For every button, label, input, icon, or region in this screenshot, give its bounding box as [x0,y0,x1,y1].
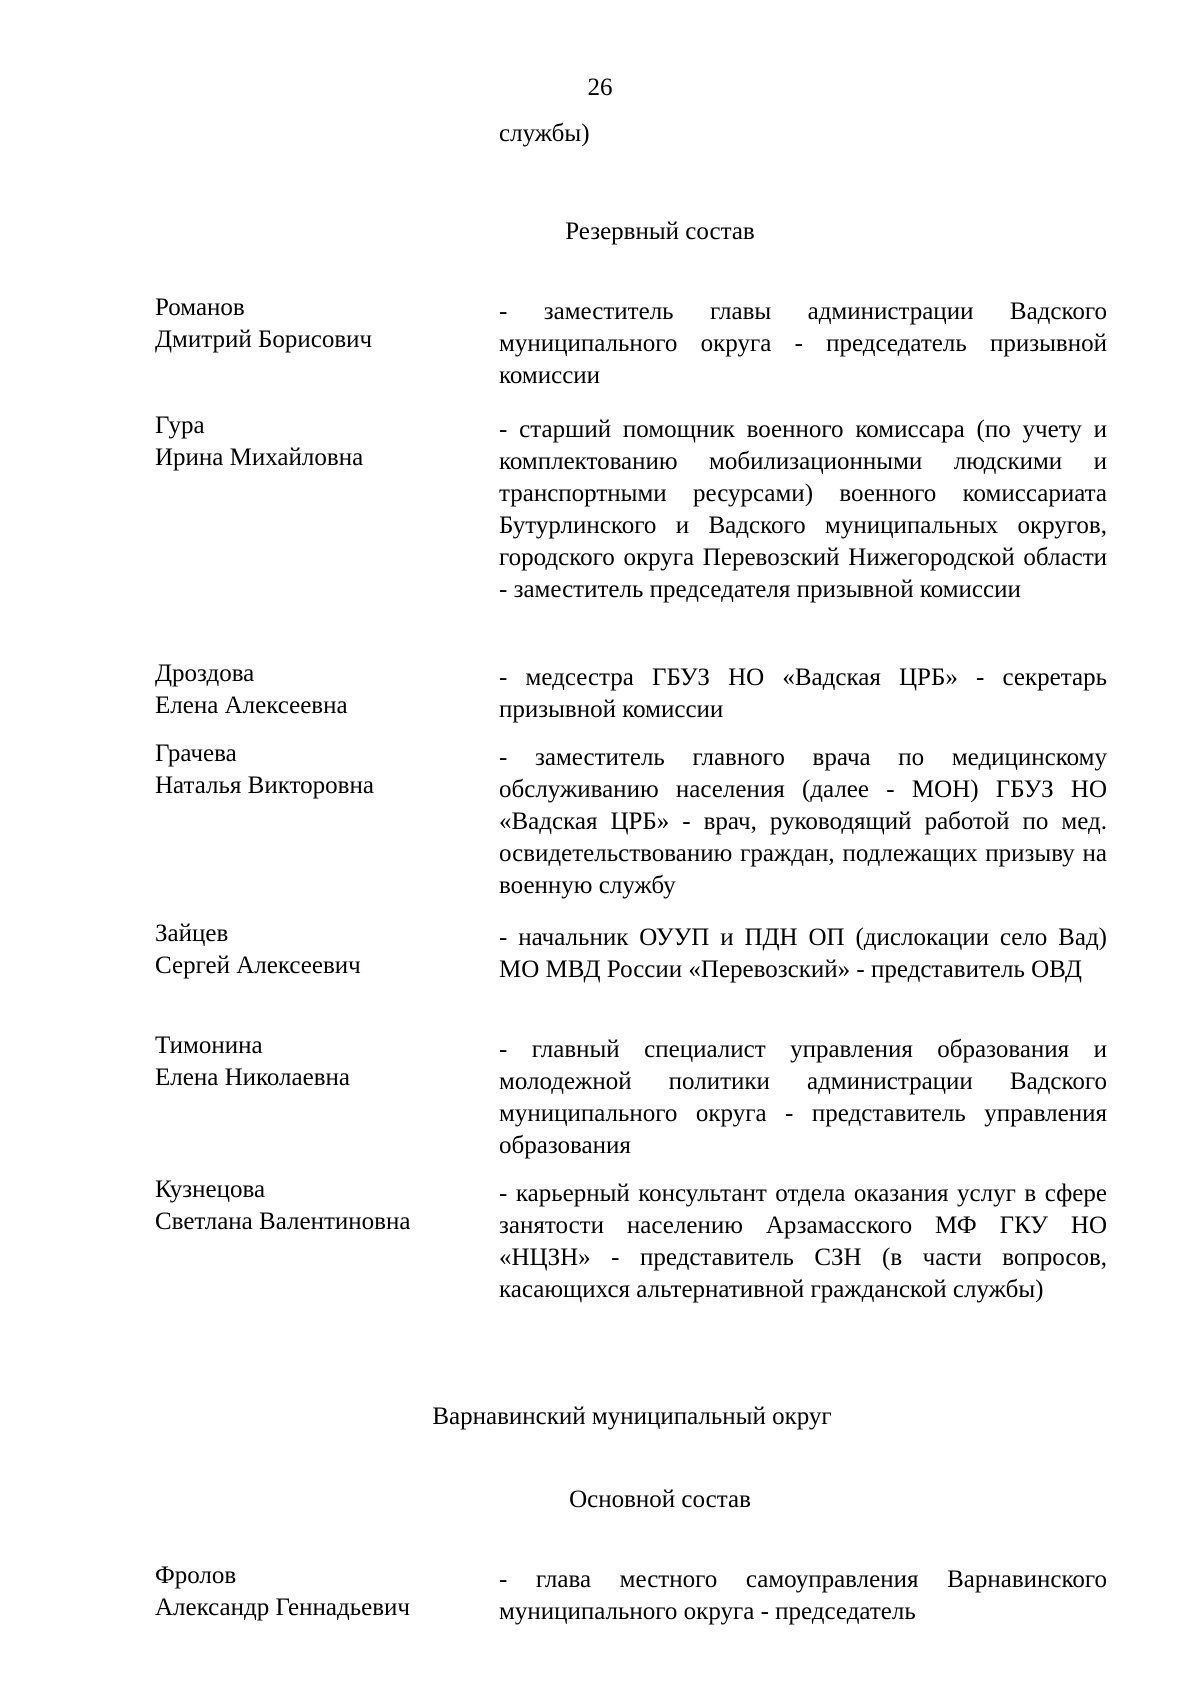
member-surname: Романов [155,294,245,321]
member-role: - глава местного самоуправления Варнавинского муниципального округа - председатель [499,1566,1107,1625]
member-name [155,410,485,474]
member-name [155,1174,485,1238]
member-surname: Тимонина [155,1032,263,1059]
member-given-names: Елена Николаевна [155,1064,350,1091]
member-given-names: Сергей Алексеевич [155,952,361,979]
member-name [155,1560,485,1624]
member-given-names: Александр Геннадьевич [155,1594,410,1621]
member-role: - старший помощник военного комиссара (по учету и комплектованию мобилизационными людскими и транспортными ресурсами) военного комиссариата Бутурлинского и Вадского муниципальных округов, городского округа Перевозский Нижегородской области - заместитель председателя призывной комиссии [499,416,1107,603]
member-given-names: Дмитрий Борисович [155,326,373,353]
member-given-names: Ирина Михайловна [155,444,364,471]
member-name [155,738,485,802]
continuation-text: службы) [499,120,590,147]
section-heading-reserve: Резервный состав [565,218,755,245]
member-role: - заместитель главного врача по медицинскому обслуживанию населения (далее - МОН) ГБУЗ НО «Вадская ЦРБ» - врач, руководящий работой по мед. освидетельствованию граждан, подлежащих призыву на военную службу [499,744,1107,899]
member-role: - карьерный консультант отдела оказания услуг в сфере занятости населению Арзамасского МФ ГКУ НО «НЦЗН» - представитель СЗН (в части вопросов, касающихся альтернативной гражданской службы) [499,1180,1107,1303]
member-name [155,658,485,722]
member-surname: Кузнецова [155,1176,266,1203]
member-surname: Зайцев [155,920,229,947]
member-name [155,292,485,356]
member-given-names: Светлана Валентиновна [155,1208,411,1235]
member-given-names: Елена Алексеевна [155,692,348,719]
member-role: - заместитель главы администрации Вадского муниципального округа - председатель призывной комиссии [499,298,1107,389]
page-number: 26 [587,74,613,101]
member-role: - медсестра ГБУЗ НО «Вадская ЦРБ» - секретарь призывной комиссии [499,664,1107,723]
member-given-names: Наталья Викторовна [155,772,374,799]
member-surname: Дроздова [155,660,255,687]
member-surname: Гура [155,412,205,439]
section-heading-main: Основной состав [569,1486,751,1513]
member-name [155,1030,485,1094]
member-surname: Грачева [155,740,237,767]
member-role: - главный специалист управления образования и молодежной политики администрации Вадского муниципального округа - представитель управления образования [499,1036,1107,1159]
member-role: - начальник ОУУП и ПДН ОП (дислокации село Вад) МО МВД России «Перевозский» - представитель ОВД [499,924,1107,983]
section-heading-district: Варнавинский муниципальный округ [432,1403,832,1430]
member-name [155,918,485,982]
member-surname: Фролов [155,1562,237,1589]
